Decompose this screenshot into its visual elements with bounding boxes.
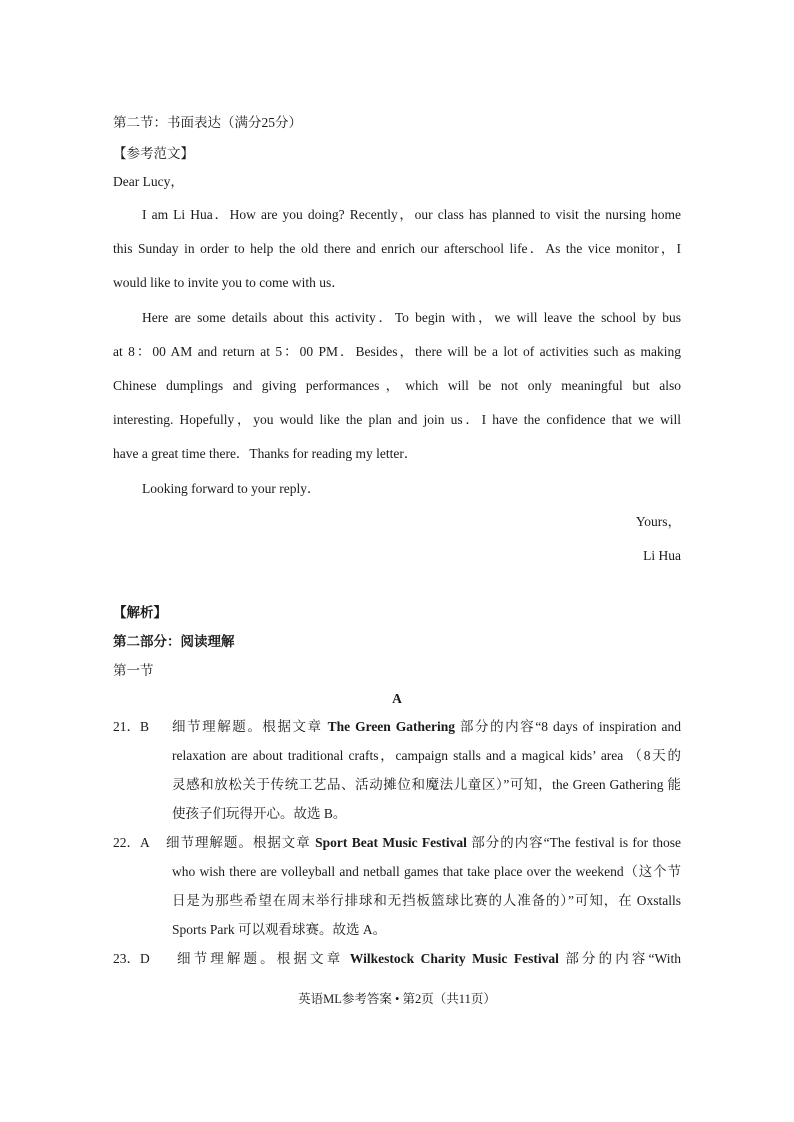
question-21-line-3: 灵感和放松关于传统工艺品、活动摊位和魔法儿童区）”可知，the Green Gathering 能 <box>172 777 681 792</box>
analysis-label: 【解析】 <box>113 605 167 620</box>
question-22-lead: 细节理解题。根据文章 <box>166 835 311 850</box>
passage-letter: A <box>392 691 402 706</box>
letter-paragraph-2-line-5: have a great time there．Thanks for reading my letter． <box>113 446 418 461</box>
letter-paragraph-2-line-1: Here are some details about this activity．To begin with，we will leave the school by bus <box>142 310 681 325</box>
letter-paragraph-1-line-3: would like to invite you to come with us． <box>113 275 345 290</box>
section-heading: 第二节：书面表达（满分25分） <box>113 115 302 130</box>
question-23-number: 23．D <box>113 951 150 966</box>
letter-paragraph-1-line-1: I am Li Hua．How are you doing? Recently，our class has planned to visit the nursing home <box>142 207 681 222</box>
page-footer: 英语ML参考答案 • 第2页（共11页） <box>298 992 496 1006</box>
letter-paragraph-2-line-3: Chinese dumplings and giving performances，which will be not only meaningful but also <box>113 378 681 393</box>
question-21-line-4: 使孩子们玩得开心。故选 B。 <box>172 806 347 821</box>
question-23-lead: 细节理解题。根据文章 <box>177 951 344 966</box>
letter-paragraph-1-line-2: this Sunday in order to help the old there and enrich our afterschool life．As the vice monitor，I <box>113 241 681 256</box>
letter-paragraph-2-line-4: interesting. Hopefully，you would like the plan and join us．I have the confidence that we will <box>113 412 681 427</box>
question-21-lead: 细节理解题。根据文章 <box>172 719 323 734</box>
question-22-number: 22．A <box>113 835 150 850</box>
letter-greeting: Dear Lucy， <box>113 174 184 189</box>
question-22-line-2: who wish there are volleyball and netball games that take place over the weekend（这个节 <box>172 864 681 879</box>
question-23-line-1 <box>177 950 681 968</box>
model-essay-label: 【参考范文】 <box>113 146 194 161</box>
question-22-section-name: Sport Beat Music Festival <box>315 835 467 850</box>
letter-paragraph-3: Looking forward to your reply． <box>142 481 321 496</box>
letter-paragraph-2-line-2: at 8：00 AM and return at 5：00 PM．Besides，there will be a lot of activities such as making <box>113 344 681 359</box>
question-21-line-2: relaxation are about traditional crafts，campaign stalls and a magical kids’ area （8天的 <box>172 748 681 763</box>
letter-signature: Li Hua <box>643 548 681 563</box>
question-21-line-1 <box>172 718 681 736</box>
subsection-label: 第一节 <box>113 663 154 678</box>
question-23-quote-start: 部分的内容“With <box>565 951 682 966</box>
question-22-quote-start: 部分的内容“The festival is for those <box>471 835 682 850</box>
question-23-section-name: Wilkestock Charity Music Festival <box>349 951 559 966</box>
part-heading: 第二部分：阅读理解 <box>113 634 235 649</box>
question-22-line-1 <box>166 834 681 852</box>
question-21-number: 21．B <box>113 719 150 734</box>
question-21-quote-start: 部分的内容“8 days of inspiration and <box>459 719 682 734</box>
question-22-line-4: Sports Park 可以观看球赛。故选 A。 <box>172 922 387 937</box>
question-21-section-name: The Green Gathering <box>327 719 455 734</box>
question-22-line-3: 日是为那些希望在周末举行排球和无挡板篮球比赛的人准备的）”可知，在 Oxstalls <box>172 893 681 908</box>
letter-closing: Yours， <box>635 514 681 529</box>
